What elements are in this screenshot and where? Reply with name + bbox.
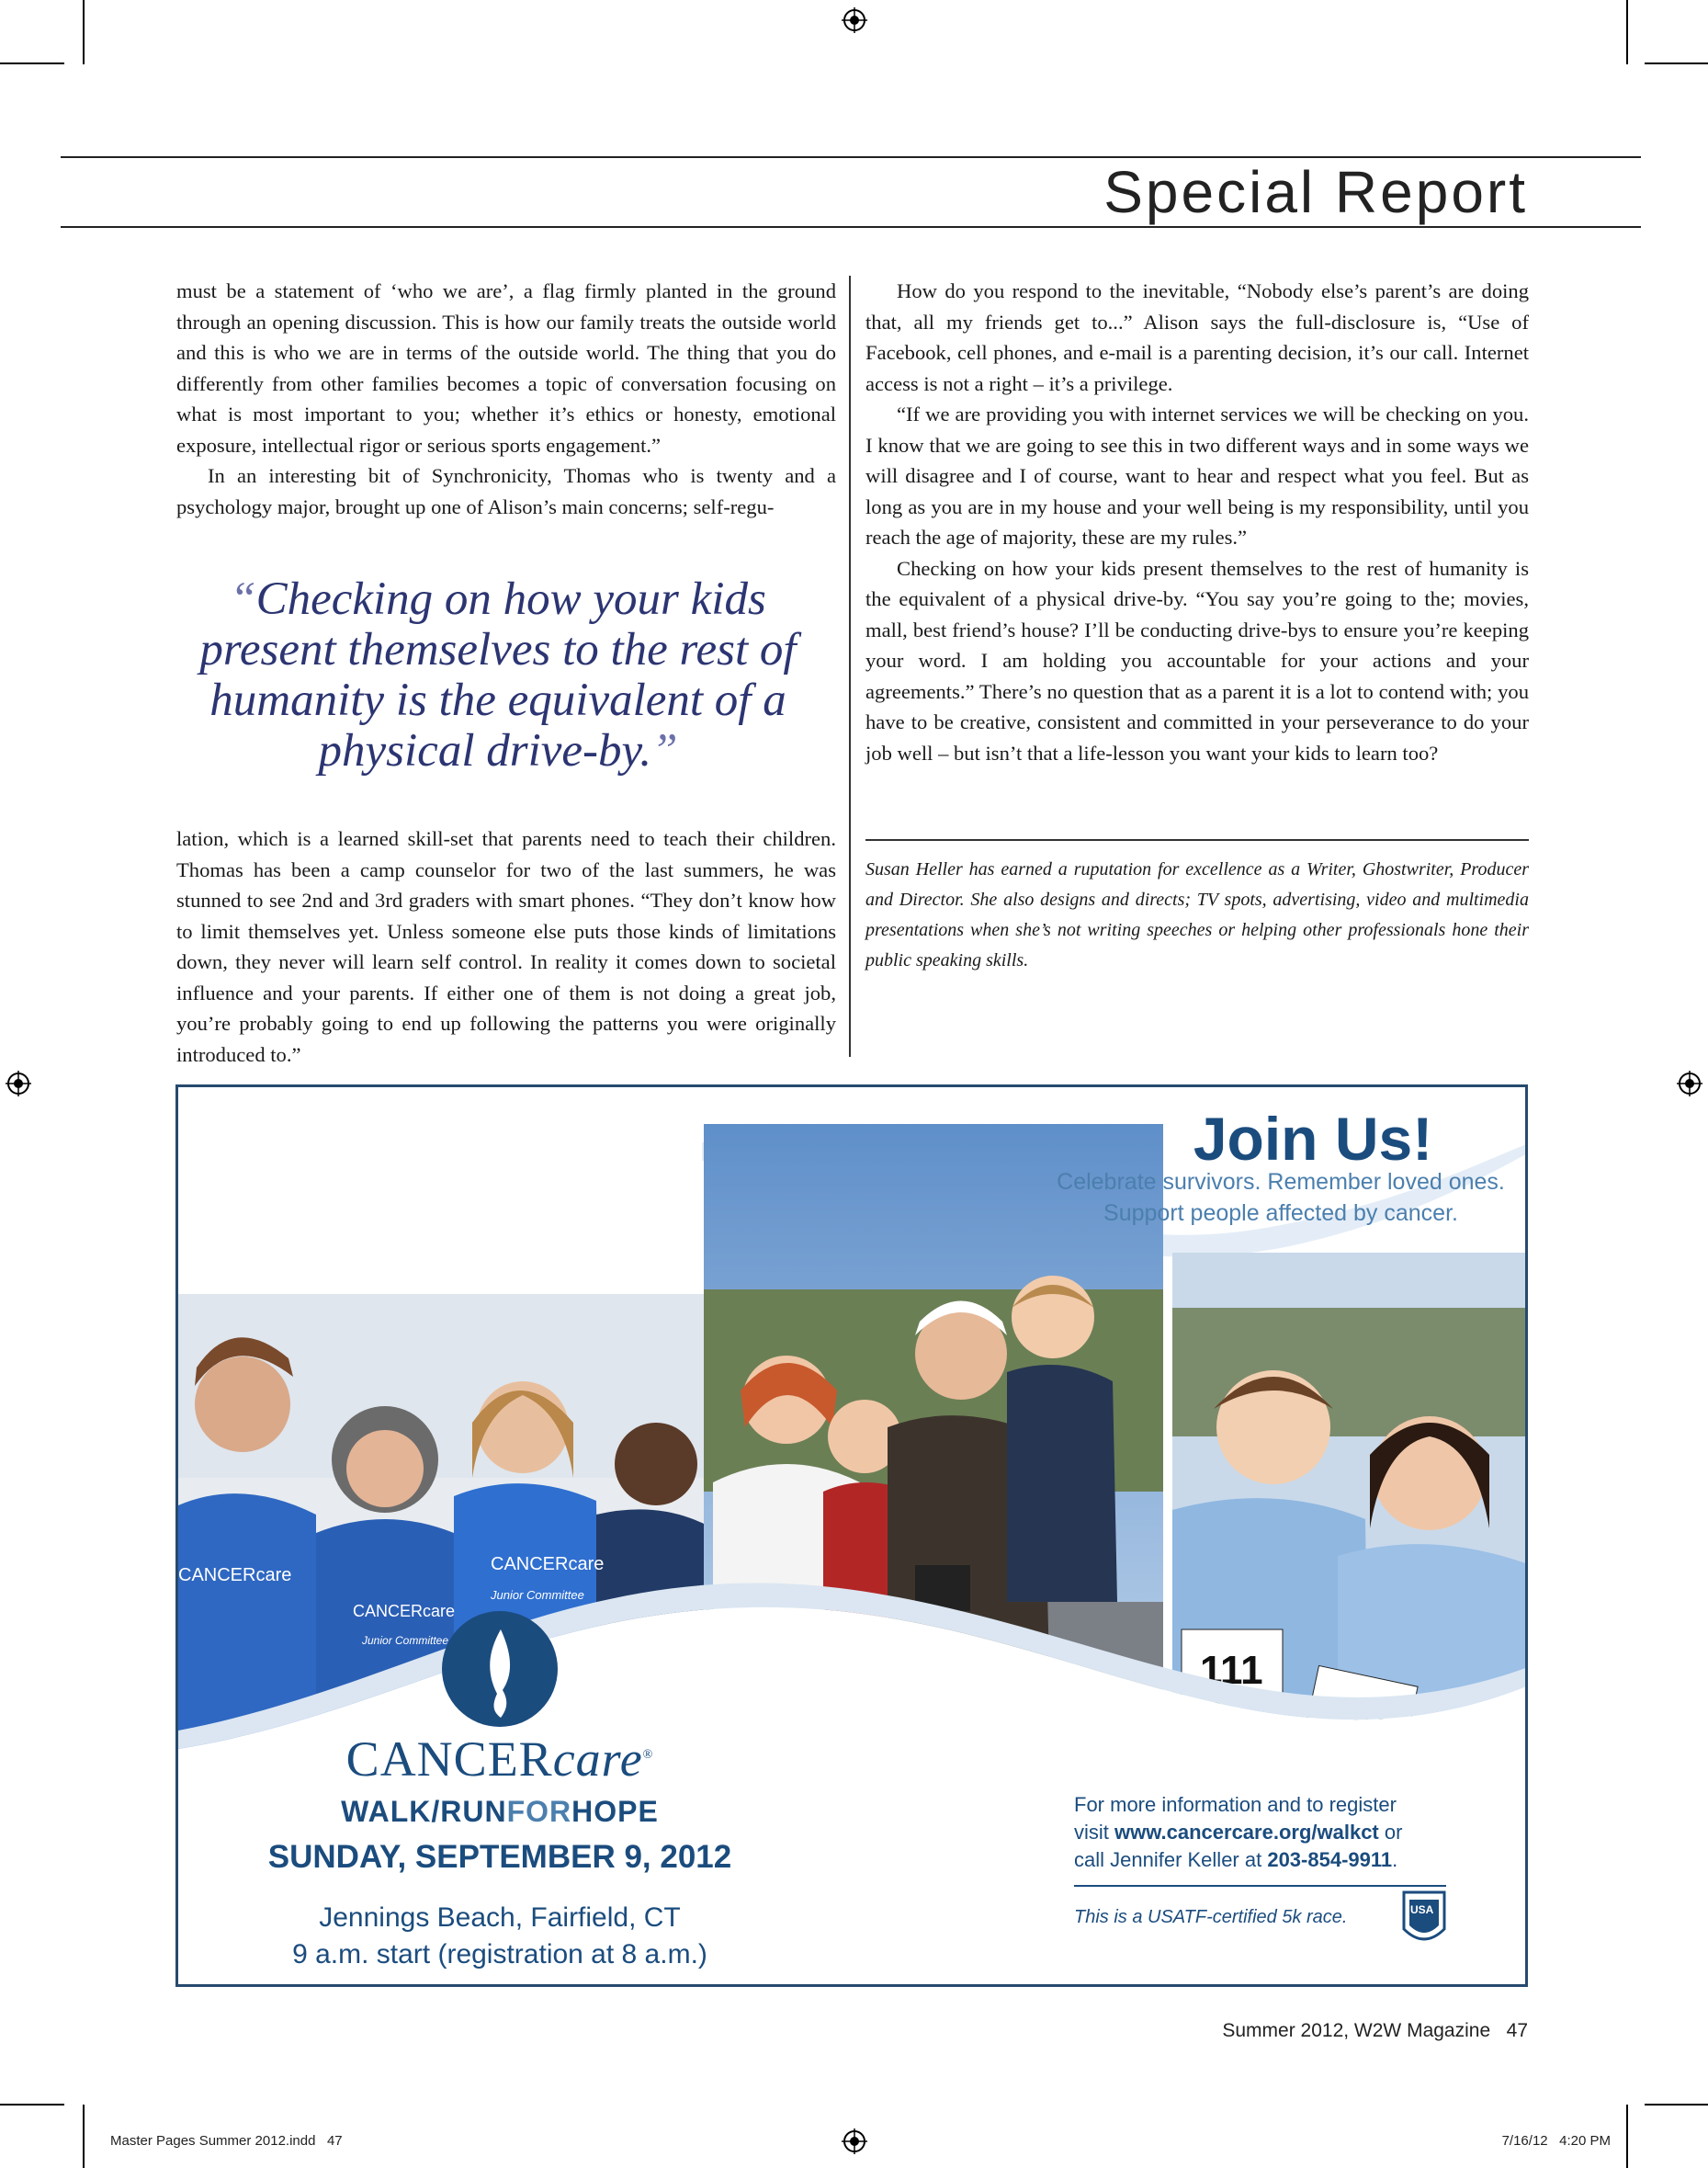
column-divider <box>849 276 851 1057</box>
body-paragraph: “If we are providing you with internet services we will be checking on you. I know that we are going to see this in two different ways and in some ways we will disagree and I of course, want to hear and respect what you feel. But as long as you are in my house and your well being is my responsibility, until you reach the age of majority, these are my rules.” <box>865 403 1529 549</box>
registration-mark-icon <box>1677 1071 1702 1096</box>
crop-mark <box>1626 2105 1628 2168</box>
right-column <box>865 276 1529 768</box>
slug-timestamp: 7/16/12 4:20 PM <box>1501 2133 1611 2149</box>
wordmark-script: care <box>552 1731 643 1787</box>
slug-filename: Master Pages Summer 2012.indd 47 <box>110 2133 343 2149</box>
left-column-top <box>176 276 836 522</box>
crop-mark <box>1645 62 1708 64</box>
info-call: call Jennifer Keller at <box>1074 1848 1268 1871</box>
registration-mark-icon <box>842 2128 867 2154</box>
registered-mark: ® <box>642 1748 654 1762</box>
usatf-badge-icon <box>1400 1889 1448 1949</box>
pull-quote-text: Checking on how your kids present themselves to the rest of humanity is the equivalent of a physical drive-by. <box>199 573 797 777</box>
race-bib-number: 111 <box>1200 1648 1263 1693</box>
shirt-print-sub: Junior Committee <box>491 1588 584 1602</box>
shirt-print: CANCERcare <box>491 1554 605 1574</box>
ad-subhead-line: Support people affected by cancer. <box>1103 1200 1458 1226</box>
cancercare-advertisement <box>175 1084 1528 1987</box>
registration-mark-icon <box>6 1071 31 1096</box>
event-name-for: FOR <box>506 1795 572 1828</box>
shirt-print: CANCERcare <box>178 1565 292 1585</box>
info-line: For more information and to register <box>1074 1793 1397 1816</box>
crop-mark <box>1645 2104 1708 2106</box>
info-rule <box>1074 1885 1446 1887</box>
crop-mark <box>1626 0 1628 64</box>
section-title: Special Report <box>1103 159 1528 225</box>
event-date: SUNDAY, SEPTEMBER 9, 2012 <box>267 1839 732 1875</box>
phone-number: 203-854-9911 <box>1267 1848 1393 1871</box>
usatf-certification: This is a USATF-certified 5k race. <box>1074 1907 1348 1927</box>
event-name-walk: WALK/RUN <box>341 1795 507 1828</box>
registration-mark-icon <box>842 7 867 33</box>
ad-subhead <box>968 1166 1528 1229</box>
crop-mark <box>83 0 85 64</box>
pull-quote-open-mark: “ <box>230 573 256 625</box>
body-paragraph: Checking on how your kids present themselves to the rest of humanity is the equivalent of a physical drive-by. “You say you’re going to the; movies, mall, best friend’s house? I’ll be conducting drive-bys to ensure you’re keeping your word. I am holding you accountable for your actions and your agreements.” There’s no question that as a parent it is a lot to contend with; you have to be creative, consistent and committed in your perseverance to do your job well – but isn’t that a life-lesson you want your kids to learn too? <box>865 556 1529 765</box>
body-paragraph: How do you respond to the inevitable, “Nobody else’s parent’s are doing that, all my friends get to...” Alison says the full-disclosure is, “Use of Facebook, cell phones, and e-mail is a parenting decision, it’s our call. Internet access is not a right – it’s a privilege. <box>865 279 1529 395</box>
info-period: . <box>1392 1848 1398 1871</box>
crop-mark <box>83 2105 85 2168</box>
bio-rule <box>865 839 1529 841</box>
crop-mark <box>0 2104 64 2106</box>
author-bio: Susan Heller has earned a ruputation for excellence as a Writer, Ghostwriter, Producer and Director. She also designs and directs; TV spots, advertising, video and multimedia presentations when she’s not writing speeches or helping other professionals hone their public speaking skills. <box>865 859 1529 970</box>
body-paragraph: must be a statement of ‘who we are’, a flag firmly planted in the ground through an opening discussion. This is how our family treats the outside world and this is who we are in terms of the outside world. The thing that you do differently from other families becomes a topic of conversation focusing on what is most important to you; whether it’s ethics or honesty, emotional exposure, intellectual rigor or serious sports engagement.” <box>176 279 836 457</box>
info-line <box>1074 1819 1478 1846</box>
event-name-hope: HOPE <box>571 1795 659 1828</box>
shirt-print: CANCERcare <box>353 1602 456 1620</box>
body-paragraph: In an interesting bit of Synchronicity, Thomas who is twenty and a psychology major, brought up one of Alison’s main concerns; self-regu- <box>176 464 836 518</box>
info-line <box>1074 1846 1478 1874</box>
shirt-print-sub: Junior Committee <box>362 1634 449 1647</box>
event-name <box>261 1795 739 1829</box>
pull-quote-close-mark: ” <box>651 725 678 777</box>
header-bottom-rule <box>61 226 1641 228</box>
page-footer: Summer 2012, W2W Magazine 47 <box>1222 2020 1528 2041</box>
ad-subhead-line: Celebrate survivors. Remember loved ones. <box>1057 1169 1505 1195</box>
cancercare-wordmark <box>261 1731 739 1788</box>
ad-headline: Join Us! <box>1193 1105 1433 1173</box>
left-column-bottom <box>176 823 836 1070</box>
info-or: or <box>1378 1821 1403 1844</box>
registration-url-link[interactable]: www.cancercare.org/walkct <box>1114 1821 1379 1844</box>
info-visit: visit <box>1074 1821 1114 1844</box>
usatf-badge-label: USA <box>1410 1903 1434 1916</box>
event-location: Jennings Beach, Fairfield, CT <box>319 1902 681 1933</box>
event-venue <box>215 1900 785 1973</box>
cancercare-logo-icon <box>440 1609 560 1729</box>
pull-quote <box>176 574 820 777</box>
crop-mark <box>0 62 64 64</box>
event-start-time: 9 a.m. start (registration at 8 a.m.) <box>292 1939 707 1969</box>
body-paragraph: lation, which is a learned skill-set that parents need to teach their children. Thomas has been a camp counselor for two of the last summers, he was stunned to see 2nd and 3rd graders with smart phones. “They don’t know how to limit themselves yet. Unless someone else puts those kinds of limitations down, they never will learn self control. In reality it comes down to societal influence and your parents. If either one of them is not doing a great job, you’re probably going to end up following the patterns you were originally introduced to.” <box>176 827 836 1066</box>
wordmark-caps: CANCER <box>345 1731 553 1787</box>
registration-info <box>1074 1791 1478 1874</box>
